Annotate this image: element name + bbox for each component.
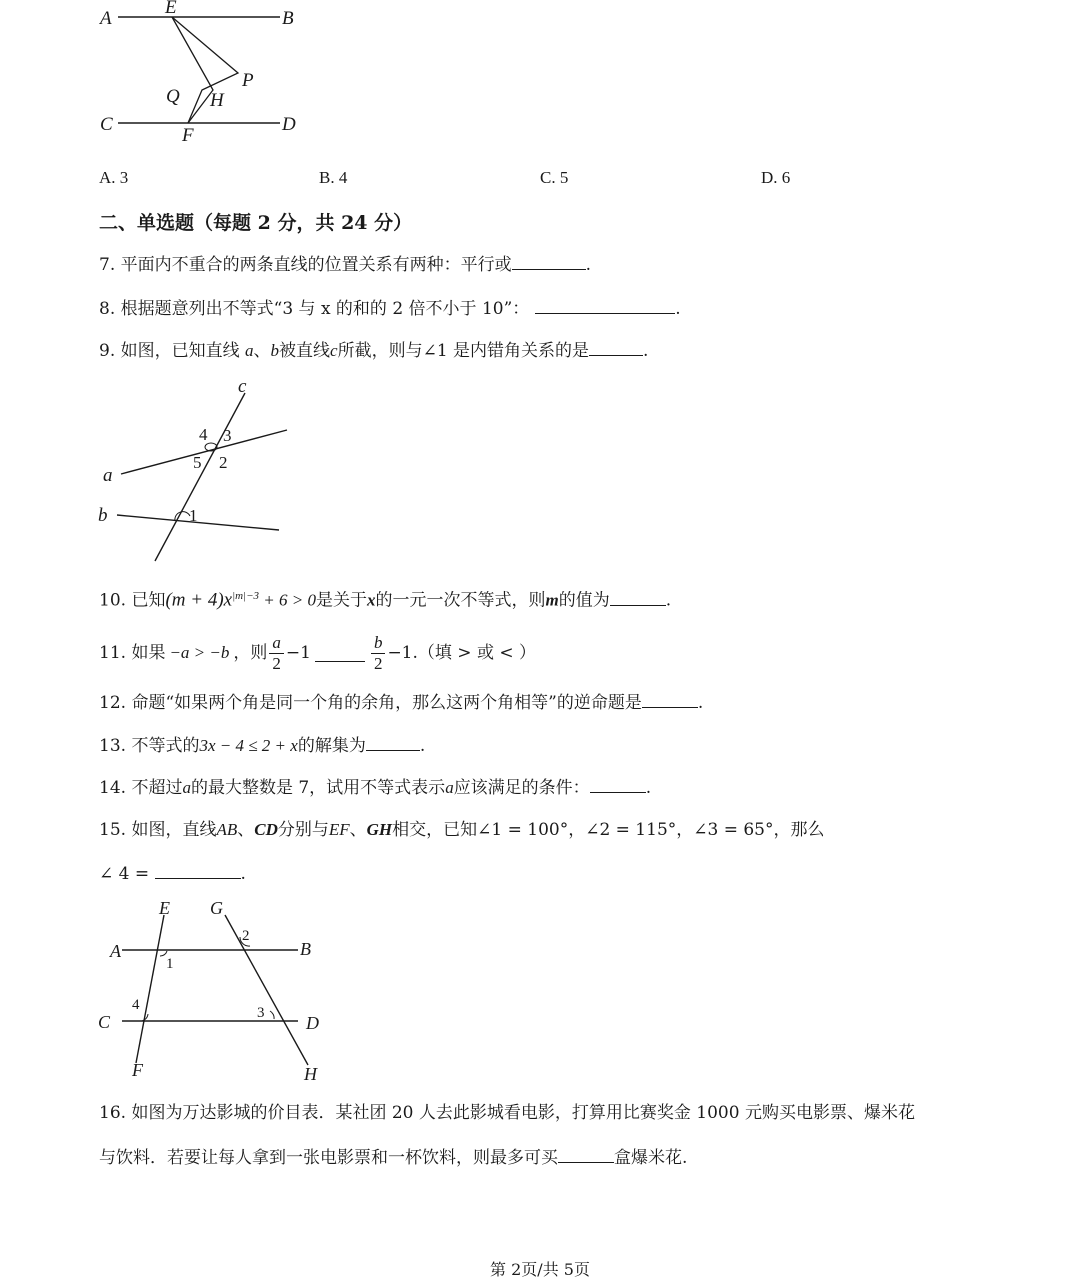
question-15-post: 相交，已知∠1 = 100°，∠2 = 115°，∠3 = 65°，那么 <box>392 820 825 840</box>
line-cd: CD <box>254 820 278 839</box>
question-10-text: 10. 已知 <box>99 590 166 611</box>
separator: 、 <box>253 341 271 361</box>
question-14-mid: 的最大整数是 7，试用不等式表示 <box>190 778 446 798</box>
exponent: |m|−3 <box>232 590 260 602</box>
angle-2-label: 2 <box>219 453 228 472</box>
figure-q15 <box>92 893 332 1088</box>
question-9-post: 所截，则与∠1 是内错角关系的是 <box>337 341 590 361</box>
question-10-mid: 是关于 <box>315 590 367 611</box>
question-16-text: 与饮料．若要让每人拿到一张电影票和一杯饮料，则最多可买 <box>99 1148 558 1168</box>
question-11-mid: ，则 <box>233 643 268 663</box>
option-b: B. 4 <box>319 168 348 187</box>
question-10-mid2: 的一元一次不等式，则 <box>375 590 546 611</box>
question-15-line2: ∠ 4 = . <box>99 864 246 884</box>
question-14-text: 14. 不超过 <box>99 778 183 798</box>
point-e-label: E <box>159 898 170 918</box>
option-a: A. 3 <box>99 168 129 187</box>
question-9: 9. 如图，已知直线 a、b被直线c所截，则与∠1 是内错角关系的是 . <box>99 341 649 361</box>
var-m: m <box>545 590 559 610</box>
question-13-text: 13. 不等式的 <box>99 736 200 756</box>
question-8: 8. 根据题意列出不等式“3 与 x 的和的 2 倍不小于 10”： . <box>99 299 681 319</box>
line-gh: GH <box>366 820 393 839</box>
separator: 、 <box>349 820 367 840</box>
point-a-label: A <box>110 941 121 961</box>
figure-q9 <box>95 375 305 565</box>
question-13: 13. 不等式的3x − 4 ≤ 2 + x的解集为 . <box>99 736 426 756</box>
fraction-b-over-2 <box>371 633 386 674</box>
line-b-label: b <box>98 505 108 526</box>
angle-2-label: 2 <box>242 928 250 944</box>
answer-blank <box>590 776 646 793</box>
question-7: 7. 平面内不重合的两条直线的位置关系有两种：平行或 . <box>99 255 592 275</box>
question-16: 16. 如图为万达影城的价目表．某社团 20 人去此影城看电影，打算用比赛奖金 1000 元购买电影票、爆米花 <box>99 1103 915 1123</box>
line-ab: AB <box>216 820 238 839</box>
question-9-text: 9. 如图，已知直线 <box>99 341 240 361</box>
var-a: a <box>445 778 454 797</box>
line-a-label: a <box>103 465 113 486</box>
expression-rest: + 6 > 0 <box>259 590 316 610</box>
angle-3-label: 3 <box>223 426 232 445</box>
point-e-label: E <box>165 0 177 18</box>
page-footer: 第 2页/共 5页 <box>490 1260 590 1279</box>
separator: 、 <box>237 820 255 840</box>
answer-blank <box>589 339 643 356</box>
angle-3-label: 3 <box>257 1005 265 1021</box>
question-10: 10. 已知$(m + 4)x^{|m|-3} + 6 > 0$是关于x的一元一次不等式，则m的值为 . <box>99 589 672 611</box>
question-15-mid: 分别与 <box>277 820 329 840</box>
angle-1-label: 1 <box>189 506 198 525</box>
point-f-label: F <box>182 125 194 146</box>
inequality: 3x − 4 ≤ 2 + x <box>199 736 298 755</box>
answer-blank <box>315 645 365 662</box>
minus-one: −1 <box>387 643 413 663</box>
question-12-text: 12. 命题“如果两个角是同一个角的余角，那么这两个角相等”的逆命题是 <box>99 693 642 713</box>
point-c-label: C <box>98 1012 111 1032</box>
question-14-post: 应该满足的条件： <box>453 778 590 798</box>
point-d-label: D <box>306 1013 319 1033</box>
answer-blank <box>558 1146 614 1163</box>
point-b-label: B <box>300 939 311 959</box>
question-7-text: 7. 平面内不重合的两条直线的位置关系有两种：平行或 <box>99 255 512 275</box>
fraction-a-over-2 <box>269 633 284 674</box>
line-c-label: c <box>238 376 247 397</box>
angle-4-label: 4 <box>132 997 140 1013</box>
expression: (m + 4) <box>165 589 224 611</box>
answer-blank <box>642 691 698 708</box>
var-x: x <box>366 590 376 610</box>
point-h-label: H <box>210 90 224 111</box>
fraction-denominator: 2 <box>373 653 383 673</box>
question-16-line2 <box>99 1146 687 1169</box>
point-b-label: B <box>282 8 294 29</box>
section-heading: 二、单选题（每题 2 分，共 24 分） <box>99 212 413 234</box>
answer-blank <box>535 297 675 314</box>
fraction-denominator: 2 <box>272 653 281 673</box>
question-13-post: 的解集为 <box>297 736 366 756</box>
answer-blank <box>610 589 666 606</box>
fraction-numerator: b <box>371 633 386 654</box>
question-15-text: 15. 如图，直线 <box>99 820 217 840</box>
question-15 <box>99 819 825 841</box>
point-q-label: Q <box>166 86 180 107</box>
minus-one: −1 <box>285 643 311 663</box>
answer-blank <box>366 734 420 751</box>
point-p-label: P <box>242 70 254 91</box>
fraction-numerator: a <box>269 633 284 654</box>
line-ef: EF <box>328 820 350 839</box>
question-16-post: 盒爆米花. <box>614 1148 688 1168</box>
option-c: C. 5 <box>540 168 569 187</box>
angle-4-label: 4 <box>199 425 208 444</box>
angle-1-label: 1 <box>166 956 174 972</box>
point-a-label: A <box>100 8 112 29</box>
var-x: x <box>223 589 233 611</box>
var-a: a <box>245 341 254 360</box>
point-h-label: H <box>304 1064 317 1084</box>
question-11 <box>99 628 536 678</box>
question-15-angle4: ∠ 4 = <box>99 864 150 884</box>
answer-blank <box>512 253 586 270</box>
var-a: a <box>182 778 191 797</box>
point-d-label: D <box>282 114 296 135</box>
question-10-post: 的值为 <box>558 590 610 611</box>
angle-5-label: 5 <box>193 453 202 472</box>
question-11-text: 11. 如果 <box>99 643 166 663</box>
var-b: b <box>270 341 280 360</box>
point-c-label: C <box>100 114 113 135</box>
answer-blank <box>155 862 241 879</box>
figure-q6 <box>90 0 320 150</box>
question-12: 12. 命题“如果两个角是同一个角的余角，那么这两个角相等”的逆命题是 . <box>99 693 704 713</box>
question-9-mid: 被直线 <box>279 341 331 361</box>
point-f-label: F <box>132 1060 143 1080</box>
condition: −a > −b <box>169 643 230 662</box>
question-11-post: .（填 > 或 < ） <box>412 643 537 663</box>
question-8-text: 8. 根据题意列出不等式“3 与 x 的和的 2 倍不小于 10”： <box>99 299 530 319</box>
option-d: D. 6 <box>761 168 791 187</box>
question-14: 14. 不超过a的最大整数是 7，试用不等式表示a应该满足的条件： . <box>99 778 652 798</box>
point-g-label: G <box>210 898 223 918</box>
var-c: c <box>330 341 338 360</box>
